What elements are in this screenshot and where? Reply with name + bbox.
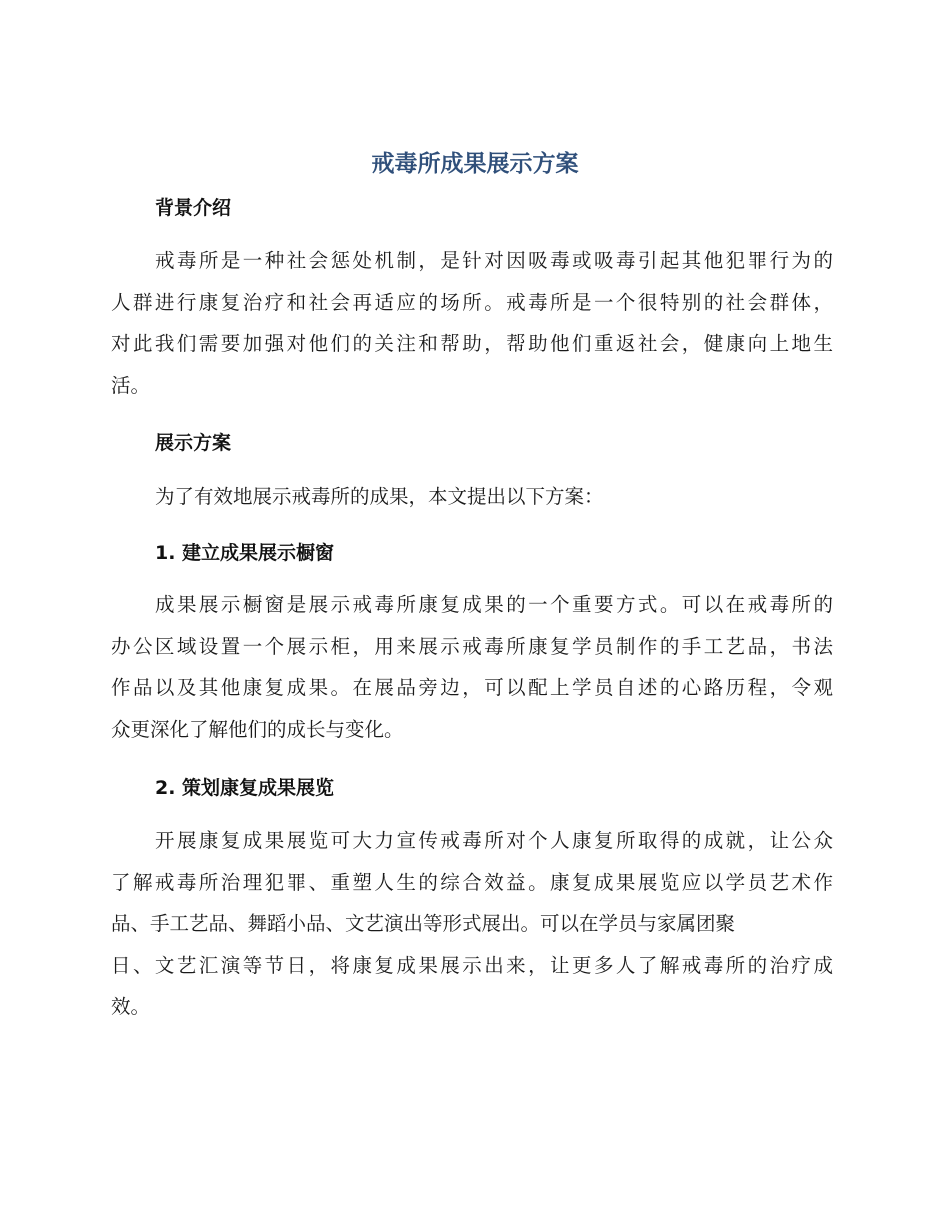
paragraph-line: 对此我们需要加强对他们的关注和帮助，帮助他们重返社会，健康向上地生 bbox=[111, 332, 833, 355]
paragraph-line: 成果展示橱窗是展示戒毒所康复成果的一个重要方式。可以在戒毒所的 bbox=[155, 593, 833, 616]
paragraph-background bbox=[111, 240, 833, 406]
section-heading-background: 背景介绍 bbox=[155, 197, 232, 219]
paragraph-line: 戒毒所是一种社会惩处机制，是针对因吸毒或吸毒引起其他犯罪行为的 bbox=[155, 249, 833, 272]
paragraph-line: 作品以及其他康复成果。在展品旁边，可以配上学员自述的心路历程，令观 bbox=[111, 676, 833, 699]
paragraph-line: 了解戒毒所治理犯罪、重塑人生的综合效益。康复成果展览应以学员艺术作 bbox=[111, 870, 833, 894]
paragraph-line: 为了有效地展示戒毒所的成果，本文提出以下方案： bbox=[155, 485, 604, 508]
section-heading-showcase-window: 1. 建立成果展示橱窗 bbox=[155, 542, 335, 564]
paragraph-showcase-window bbox=[111, 584, 833, 750]
paragraph-line: 开展康复成果展览可大力宣传戒毒所对个人康复所取得的成就，让公众 bbox=[155, 829, 833, 852]
section-heading-exhibition: 2. 策划康复成果展览 bbox=[155, 777, 335, 799]
document-title: 戒毒所成果展示方案 bbox=[371, 151, 579, 177]
paragraph-line: 品、手工艺品、舞蹈小品、文艺演出等形式展出。可以在学员与家属团聚 bbox=[111, 912, 736, 935]
paragraph-exhibition bbox=[111, 820, 833, 1028]
paragraph-line: 众更深化了解他们的成长与变化。 bbox=[111, 717, 404, 741]
paragraph-line: 日、文艺汇演等节日，将康复成果展示出来，让更多人了解戒毒所的治疗成 bbox=[111, 953, 833, 977]
paragraph-line: 活。 bbox=[111, 373, 151, 397]
paragraph-plan-intro bbox=[111, 476, 833, 518]
paragraph-line: 人群进行康复治疗和社会再适应的场所。戒毒所是一个很特别的社会群体， bbox=[111, 290, 833, 314]
paragraph-line: 效。 bbox=[111, 995, 151, 1018]
section-heading-plan: 展示方案 bbox=[155, 432, 232, 454]
paragraph-line: 办公区域设置一个展示柜，用来展示戒毒所康复学员制作的手工艺品，书法 bbox=[111, 634, 833, 658]
